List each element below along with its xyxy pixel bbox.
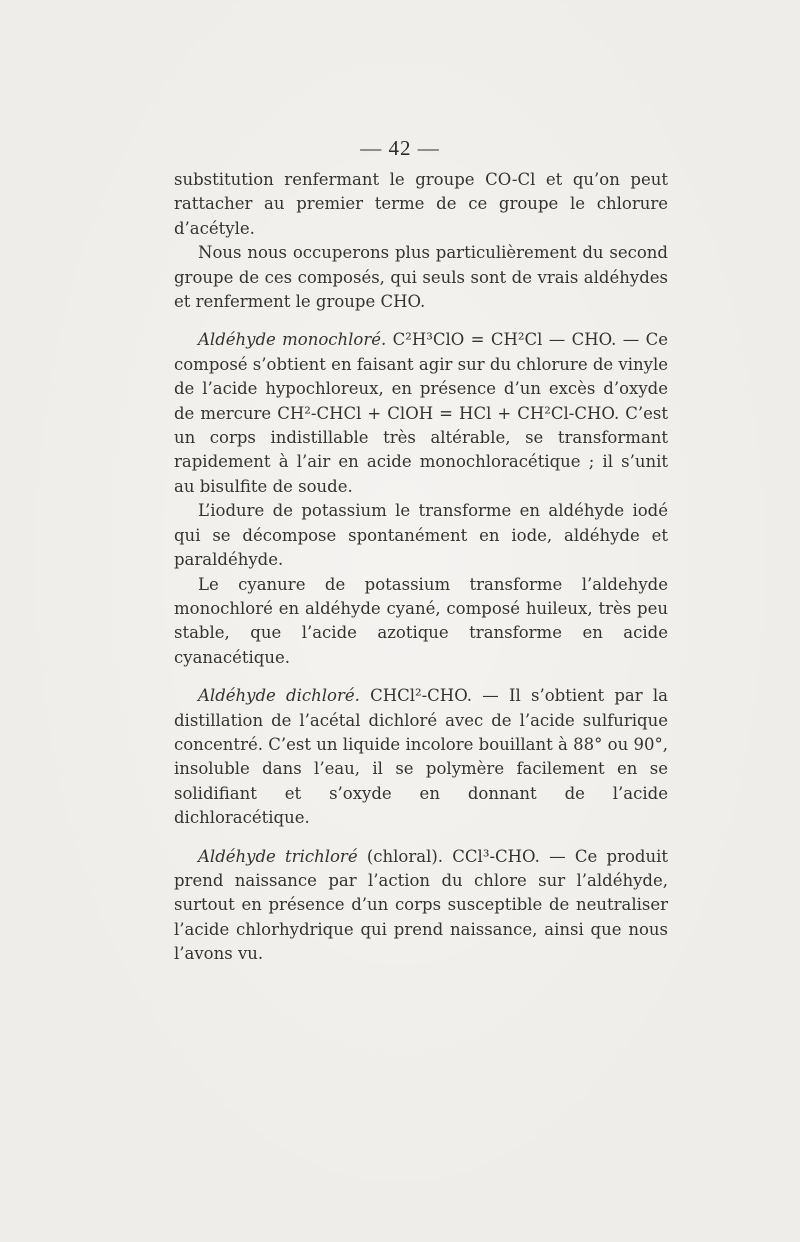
paragraph-1 xyxy=(174,168,668,241)
paragraph-3-text: C²H³ClO = CH²Cl — CHO. — Ce composé s’obtient en faisant agir sur du chlorure de vinyle de l’acide hypochloreux, en présence d’un excès d’oxyde de mercure CH²-CHCl + ClOH = HCl + CH²Cl-CHO. C’est un corps indistillable très altérable, se transformant rapidement à l’air en acide monochloracétique ; il s’unit au bisulfite de soude. xyxy=(174,330,669,496)
paragraph-1-text: substitution renfermant le groupe CO-Cl et qu’on peut rattacher au premier terme de ce groupe le chlorure d’acétyle. xyxy=(174,170,668,238)
paragraph-aldehyde-trichlore xyxy=(174,845,668,967)
paragraph-aldehyde-dichlore xyxy=(174,684,668,830)
paragraph-7-text: (chloral). CCl³-CHO. — Ce produit prend naissance par l’action du chlore sur l’aldéhyde, surtout en présence d’un corps susceptible de neutraliser l’acide chlorhydrique qui prend naissance, ainsi que nous l’avons vu. xyxy=(174,846,668,964)
body-text xyxy=(174,168,668,967)
paragraph-5-text: Le cyanure de potassium transforme l’aldehyde monochloré en aldéhyde cyané, composé huileux, très peu stable, que l’acide azotique transforme en acide cyanacétique. xyxy=(174,574,668,667)
paragraph-2-text: Nous nous occuperons plus particulièrement du second groupe de ces composés, qui seuls sont de vrais aldéhydes et renferment le groupe CHO. xyxy=(174,243,668,312)
paragraph-6-text: CHCl²-CHO. — Il s’obtient par la distillation de l’acétal dichloré avec de l’acide sulfurique concentré. C’est un liquide incolore bouillant à 88° ou 90°, insoluble dans l’eau, il se polymère facilement en se solidifiant et s’oxyde en donnant de l’acide dichloracétique. xyxy=(174,686,668,828)
paragraph-7-heading: Aldéhyde trichloré xyxy=(198,846,358,866)
paragraph-4-text: L’iodure de potassium le transforme en aldéhyde iodé qui se décompose spontanément en iode, aldéhyde et paraldéhyde. xyxy=(174,501,668,570)
paragraph-5 xyxy=(174,573,668,671)
paragraph-aldehyde-monochlore xyxy=(174,328,668,499)
paragraph-3-heading: Aldéhyde monochloré. xyxy=(198,330,387,350)
paragraph-6-heading: Aldéhyde dichloré. xyxy=(198,686,360,706)
paragraph-2 xyxy=(174,241,668,314)
page-number: — 42 — xyxy=(360,136,440,160)
paragraph-4 xyxy=(174,499,668,572)
